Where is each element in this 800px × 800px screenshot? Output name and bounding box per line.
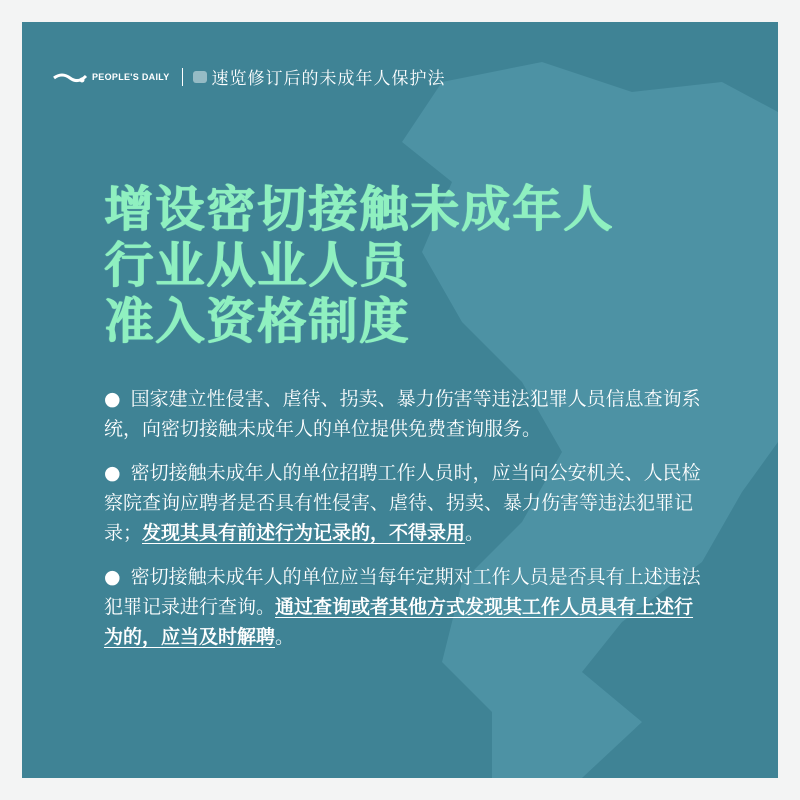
logo [52,68,170,86]
title-line-3: 准入资格制度 [104,293,411,350]
title-line-2: 行业从业人员 [104,237,411,294]
bullet-highlight: 发现其具有前述行为记录的，不得录用 [142,522,466,544]
bullet-suffix: 。 [465,522,485,544]
list-item [104,384,704,444]
list-item [104,562,704,652]
header-divider [182,68,183,86]
poster [22,22,778,778]
bullet-highlight: 通过查询或者其他方式发现其工作人员具有上述行为的，应当及时解聘 [104,596,694,648]
header [52,64,446,89]
bullet-list [104,384,704,666]
bullet-text: 密切接触未成年人的单位应当每年定期对工作人员是否具有上述违法犯罪记录进行查询。 [104,566,701,618]
bullet-text: 密切接触未成年人的单位招聘工作人员时，应当向公安机关、人民检察院查询应聘者是否具有性侵害、虐待、拐卖、暴力伤害等违法犯罪记录； [104,462,701,544]
bullet-text: 国家建立性侵害、虐待、拐卖、暴力伤害等违法犯罪人员信息查询系统，向密切接触未成年人的单位提供免费查询服务。 [104,388,701,440]
bullet-suffix: 。 [275,626,295,648]
bullet-icon: ● [104,388,121,410]
logo-text: PEOPLE'S DAILY [92,71,170,82]
page-title [104,182,614,350]
list-item [104,458,704,548]
title-line-1: 增设密切接触未成年人 [104,181,615,238]
header-title: 速览修订后的未成年人保护法 [211,69,446,89]
header-badge-icon [193,71,207,83]
logo-mark-icon [52,68,88,86]
bullet-icon: ● [104,462,121,484]
bullet-icon: ● [104,566,121,588]
